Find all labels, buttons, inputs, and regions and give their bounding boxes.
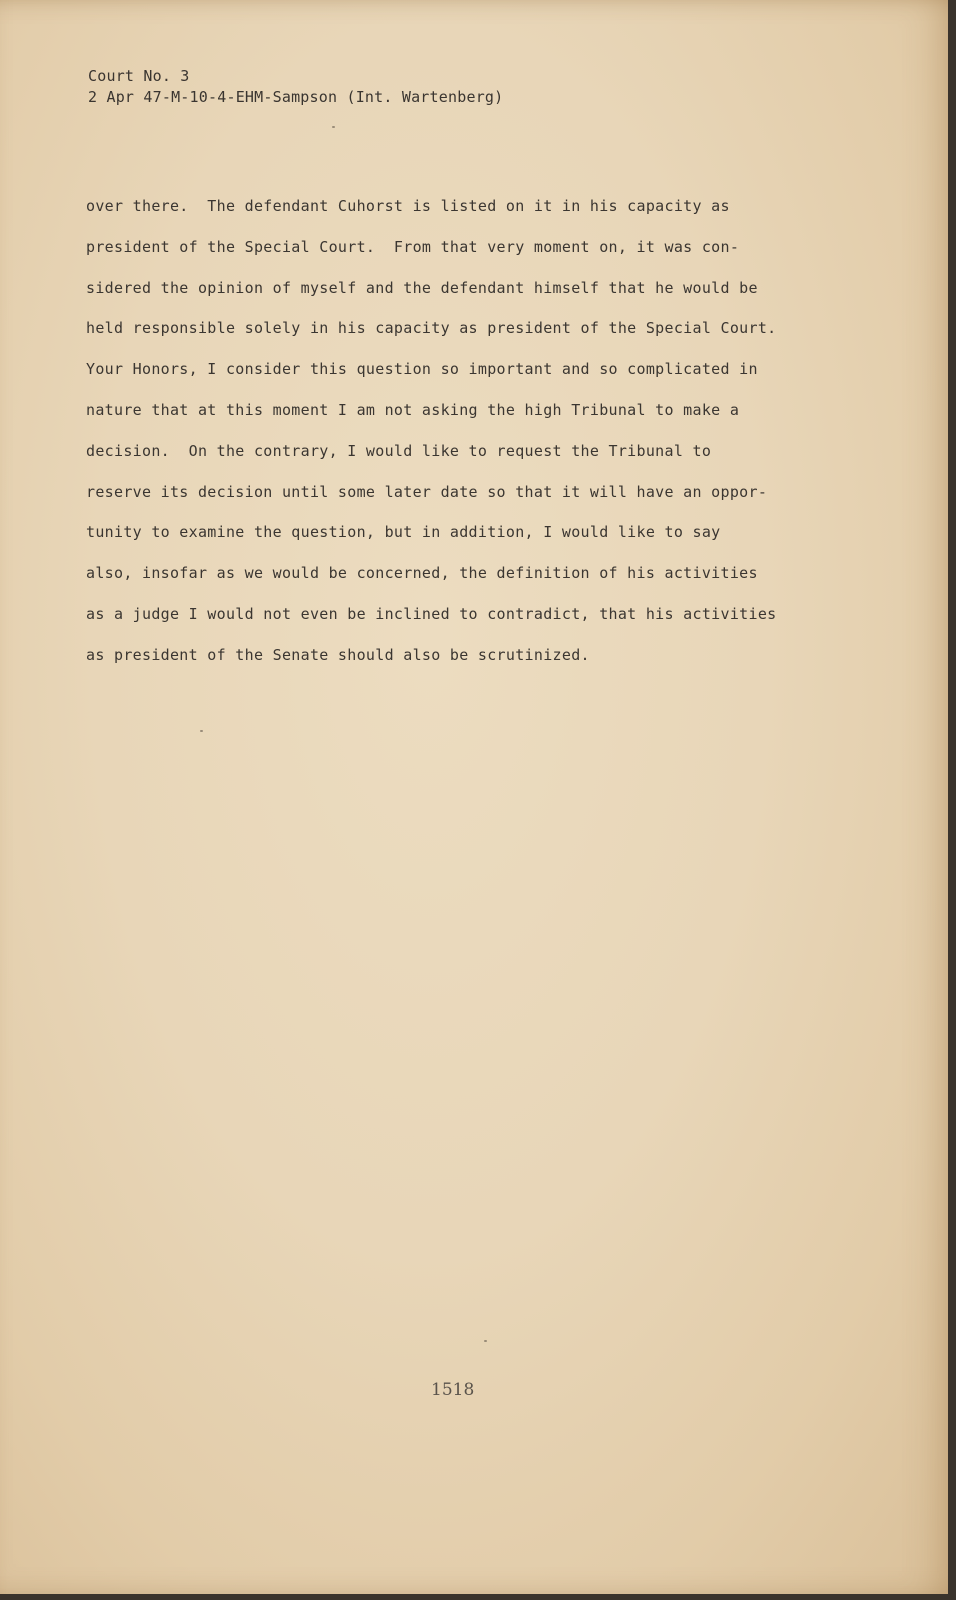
transcript-line: over there. The defendant Cuhorst is listed on it in his capacity as xyxy=(86,197,730,215)
paper-speck xyxy=(484,1340,487,1342)
transcript-line: decision. On the contrary, I would like to request the Tribunal to xyxy=(86,441,712,460)
paper-speck xyxy=(332,126,335,128)
session-reference: 2 Apr 47-M-10-4-EHM-Sampson (Int. Wartenberg) xyxy=(88,88,504,106)
scan-edge-bottom xyxy=(0,1594,956,1600)
transcript-line: president of the Special Court. From that very moment on, it was con- xyxy=(86,237,740,256)
page-number: 1518 xyxy=(431,1380,475,1400)
transcript-line: nature that at this moment I am not asking the high Tribunal to make a xyxy=(86,400,740,419)
scan-edge-right xyxy=(948,0,956,1600)
transcript-line: also, insofar as we would be concerned, the definition of his activities xyxy=(86,564,758,583)
transcript-line: held responsible solely in his capacity as president of the Special Court. xyxy=(86,319,777,338)
transcript-line: sidered the opinion of myself and the defendant himself that he would be xyxy=(86,278,758,297)
document-header xyxy=(88,66,503,108)
transcript-body xyxy=(86,186,886,676)
transcript-line: as president of the Senate should also be scrutinized. xyxy=(86,645,590,664)
court-number: Court No. 3 xyxy=(88,67,190,85)
paper-speck xyxy=(200,730,203,732)
transcript-line: tunity to examine the question, but in addition, I would like to say xyxy=(86,523,721,542)
transcript-line: as a judge I would not even be inclined to contradict, that his activities xyxy=(86,604,777,623)
transcript-line: reserve its decision until some later date so that it will have an oppor- xyxy=(86,482,768,501)
transcript-line: Your Honors, I consider this question so important and so complicated in xyxy=(86,360,758,379)
